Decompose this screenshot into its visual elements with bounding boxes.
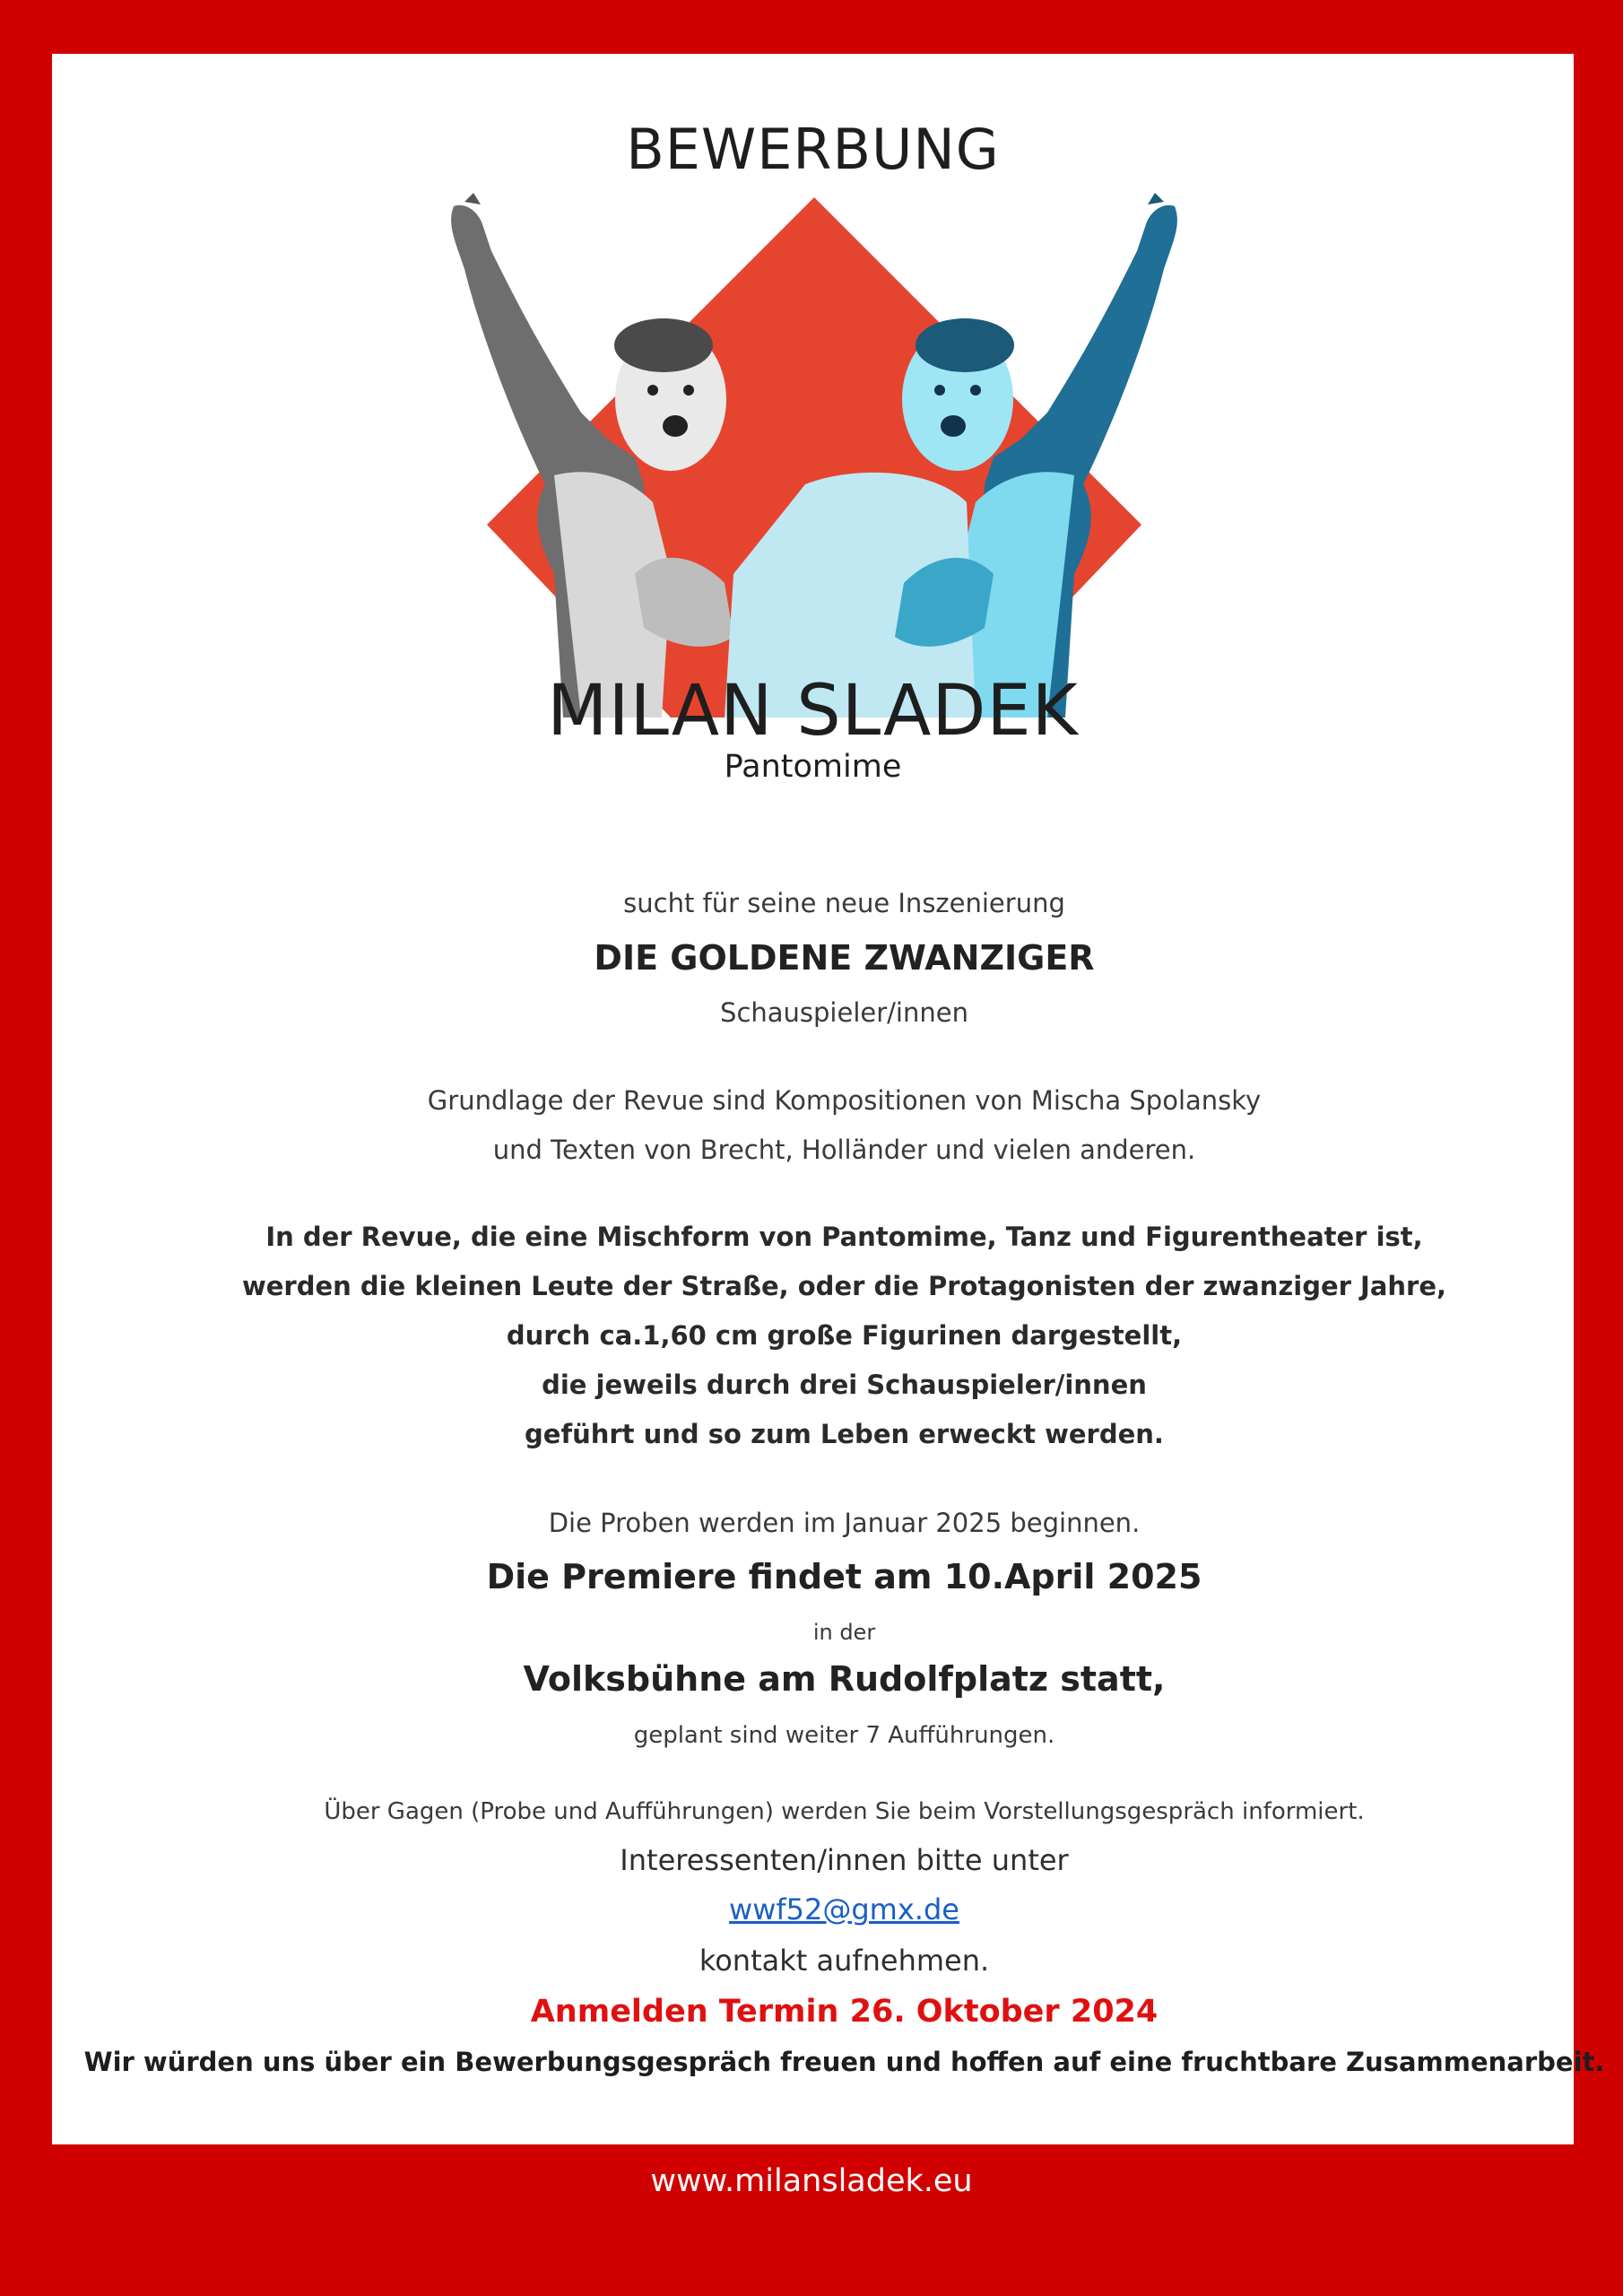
artist-name: MILAN SLADEK xyxy=(547,671,1079,752)
description-line: In der Revue, die eine Mischform von Pantomime, Tanz und Figurentheater ist, xyxy=(265,1222,1423,1252)
further-shows-text: geplant sind weiter 7 Aufführungen. xyxy=(633,1722,1055,1749)
contact-text: kontakt aufnehmen. xyxy=(699,1944,990,1978)
deadline-text: Anmelden Termin 26. Oktober 2024 xyxy=(530,1994,1159,2030)
rehearsal-text: Die Proben werden im Januar 2025 beginnen. xyxy=(548,1508,1141,1538)
basis-line: und Texten von Brecht, Holländer und vielen anderen. xyxy=(492,1135,1196,1165)
mime-figure-grey xyxy=(451,193,733,718)
premiere-text: Die Premiere findet am 10.April 2025 xyxy=(486,1557,1202,1596)
interest-text: Interessenten/innen bitte unter xyxy=(620,1843,1069,1877)
poster-title: BEWERBUNG xyxy=(626,117,1000,182)
fees-text: Über Gagen (Probe und Aufführungen) werden Sie beim Vorstellungsgespräch informiert. xyxy=(324,1798,1365,1825)
artist-subtitle: Pantomime xyxy=(724,749,902,785)
footer-url[interactable]: www.milansladek.eu xyxy=(650,2163,973,2199)
in-der-text: in der xyxy=(812,1620,876,1645)
mime-logo xyxy=(429,188,1200,718)
poster-sheet xyxy=(52,54,1605,2144)
show-title: DIE GOLDENE ZWANZIGER xyxy=(594,938,1095,978)
roles-text: Schauspieler/innen xyxy=(720,997,968,1028)
email-link-wrap xyxy=(83,1892,1605,1926)
description-line: durch ca.1,60 cm große Figurinen dargestellt, xyxy=(506,1320,1183,1351)
description-line: geführt und so zum Leben erweckt werden. xyxy=(525,1419,1164,1449)
intro-text: sucht für seine neue Inszenierung xyxy=(623,888,1065,918)
venue-text: Volksbühne am Rudolfplatz statt, xyxy=(523,1659,1166,1699)
basis-line: Grundlage der Revue sind Kompositionen von Mischa Spolansky xyxy=(427,1085,1262,1116)
email-link[interactable]: wwf52@gmx.de xyxy=(729,1892,959,1926)
description-line: die jeweils durch drei Schauspieler/innen xyxy=(542,1370,1147,1400)
description-line: werden die kleinen Leute der Straße, oder die Protagonisten der zwanziger Jahre, xyxy=(241,1271,1447,1301)
closing-text: Wir würden uns über ein Bewerbungsgespräch freuen und hoffen auf eine fruchtbare Zusammenarbeit. xyxy=(83,2047,1605,2077)
